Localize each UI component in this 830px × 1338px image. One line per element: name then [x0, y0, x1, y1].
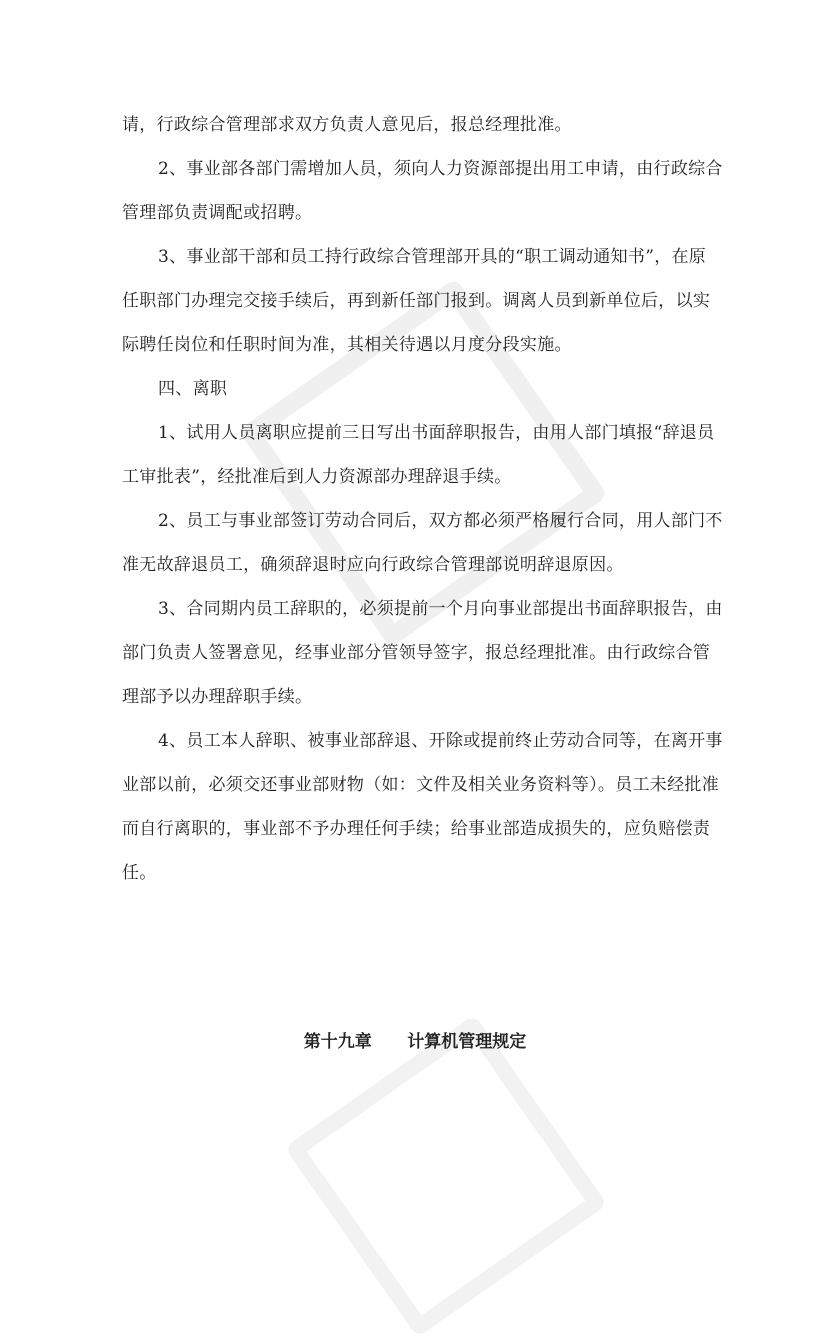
paragraph-line: 3、合同期内员工辞职的，必须提前一个月向事业部提出书面辞职报告，由 — [158, 599, 723, 619]
paragraph-line: 1、试用人员离职应提前三日写出书面辞职报告，由用人部门填报“辞退员 — [158, 423, 715, 443]
paragraph-line: 任。 — [122, 863, 157, 883]
paragraph-line: 请，行政综合管理部求双方负责人意见后，报总经理批准。 — [122, 115, 572, 135]
chapter-title: 第十九章 计算机管理规定 — [303, 1032, 527, 1052]
paragraph-line: 业部以前，必须交还事业部财物（如：文件及相关业务资料等）。员工未经批准 — [122, 775, 719, 795]
watermark — [238, 278, 608, 648]
paragraph-line: 而自行离职的，事业部不予办理任何手续；给事业部造成损失的，应负赔偿责 — [122, 819, 711, 839]
watermark — [284, 1014, 607, 1337]
paragraph-line: 工审批表”，经批准后到人力资源部办理辞退手续。 — [122, 467, 512, 487]
section-heading: 四、离职 — [158, 379, 228, 399]
paragraph-line: 管理部负责调配或招聘。 — [122, 203, 313, 223]
paragraph-line: 理部予以办理辞职手续。 — [122, 687, 313, 707]
paragraph-line: 3、事业部干部和员工持行政综合管理部开具的“职工调动通知书”，在原 — [158, 247, 707, 267]
paragraph-line: 2、员工与事业部签订劳动合同后，双方都必须严格履行合同，用人部门不 — [158, 511, 723, 531]
paragraph-line: 2、事业部各部门需增加人员，须向人力资源部提出用工申请，由行政综合 — [158, 159, 723, 179]
paragraph-line: 4、员工本人辞职、被事业部辞退、开除或提前终止劳动合同等，在离开事 — [158, 731, 723, 751]
paragraph-line: 任职部门办理完交接手续后，再到新任部门报到。调离人员到新单位后，以实 — [122, 291, 711, 311]
paragraph-line: 际聘任岗位和任职时间为准，其相关待遇以月度分段实施。 — [122, 335, 572, 355]
paragraph-line: 部门负责人签署意见，经事业部分管领导签字，报总经理批准。由行政综合管 — [122, 643, 711, 663]
paragraph-line: 准无故辞退员工，确须辞退时应向行政综合管理部说明辞退原因。 — [122, 555, 624, 575]
